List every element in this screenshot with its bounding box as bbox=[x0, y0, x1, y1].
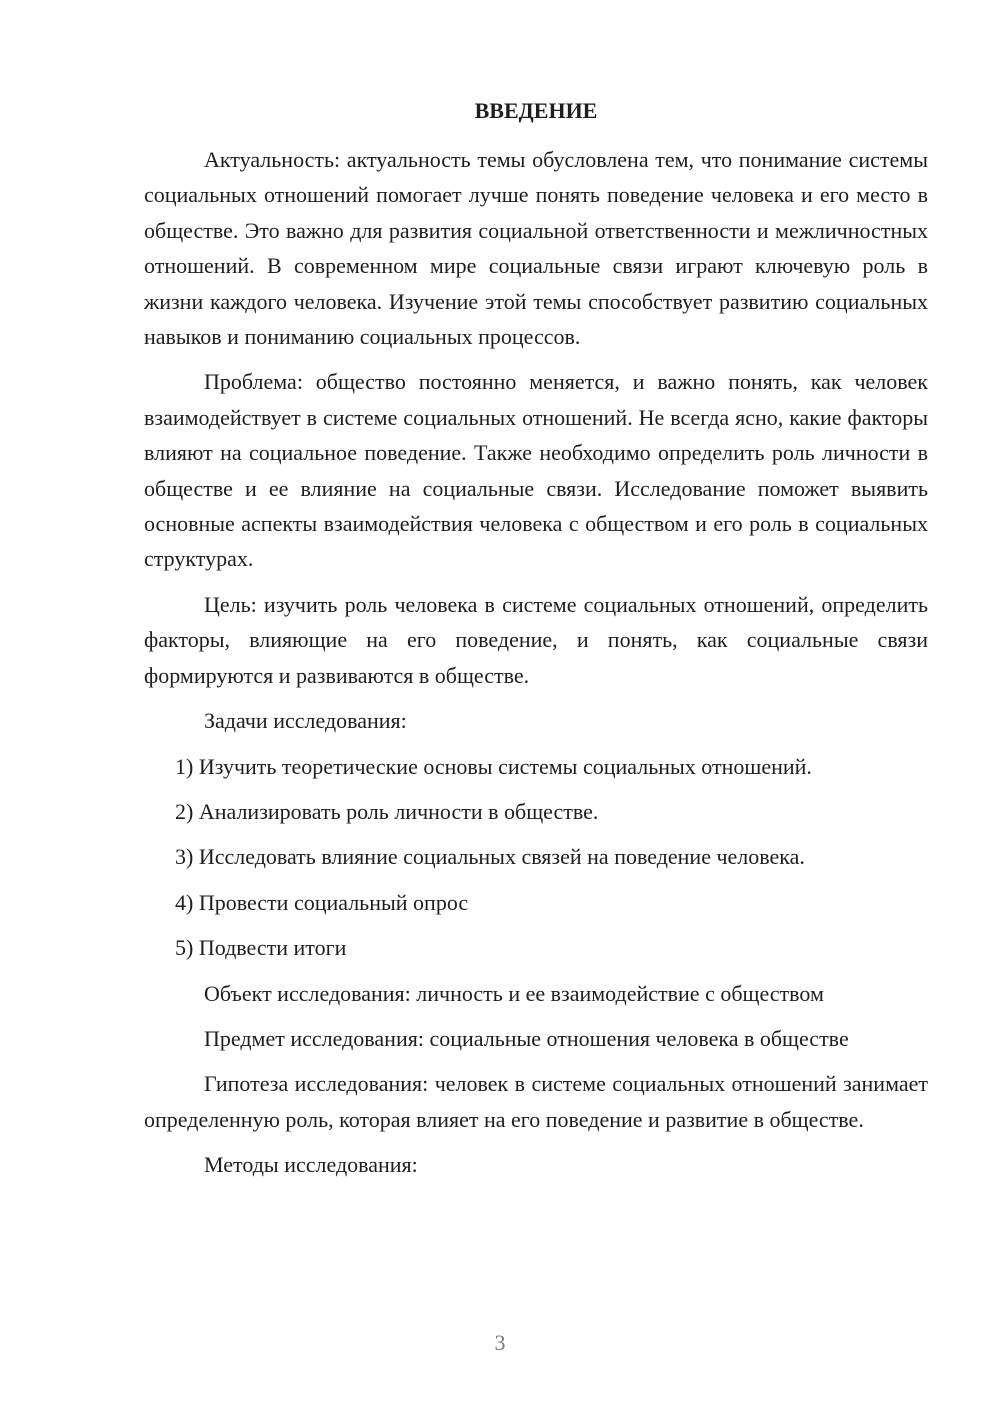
paragraph-relevance: Актуальность: актуальность темы обусловлена тем, что понимание системы социальных отношений помогает лучше понять поведение человека и его место в обществе. Это важно для развития социальной ответственности и межличностных отношений. В современном мире социальные связи играют ключевую роль в жизни каждого человека. Изучение этой темы способствует развитию социальных навыков и пониманию социальных процессов. bbox=[144, 147, 928, 350]
paragraph-goal: Цель: изучить роль человека в системе социальных отношений, определить факторы, влияющие на его поведение, и понять, как социальные связи формируются и развиваются в обществе. bbox=[144, 591, 928, 688]
list-item: 2) Анализировать роль личности в обществе. bbox=[175, 798, 599, 824]
page-number: 3 bbox=[494, 1330, 506, 1355]
list-item: 1) Изучить теоретические основы системы социальных отношений. bbox=[175, 753, 812, 779]
document-body bbox=[144, 142, 928, 1193]
page-title: ВВЕДЕНИЕ bbox=[474, 98, 598, 123]
paragraph-methods: Методы исследования: bbox=[204, 1152, 418, 1178]
paragraph-subject: Предмет исследования: социальные отношения человека в обществе bbox=[204, 1025, 849, 1051]
list-item: 4) Провести социальный опрос bbox=[175, 889, 469, 915]
paragraph-hypothesis: Гипотеза исследования: человек в системе социальных отношений занимает определенную роль, которая влияет на его поведение и развитие в обществе. bbox=[144, 1071, 928, 1132]
paragraph-problem: Проблема: общество постоянно меняется, и важно понять, как человек взаимодействует в системе социальных отношений. Не всегда ясно, какие факторы влияют на социальное поведение. Также необходимо определить роль личности в обществе и ее влияние на социальные связи. Исследование поможет выявить основные аспекты взаимодействия человека с обществом и его роль в социальных структурах. bbox=[144, 369, 928, 572]
document-page bbox=[144, 0, 928, 1414]
paragraph-object: Объект исследования: личность и ее взаимодействие с обществом bbox=[204, 980, 824, 1006]
paragraph-tasks-heading: Задачи исследования: bbox=[204, 708, 407, 734]
list-item: 3) Исследовать влияние социальных связей на поведение человека. bbox=[175, 844, 805, 870]
list-item: 5) Подвести итоги bbox=[175, 935, 347, 961]
